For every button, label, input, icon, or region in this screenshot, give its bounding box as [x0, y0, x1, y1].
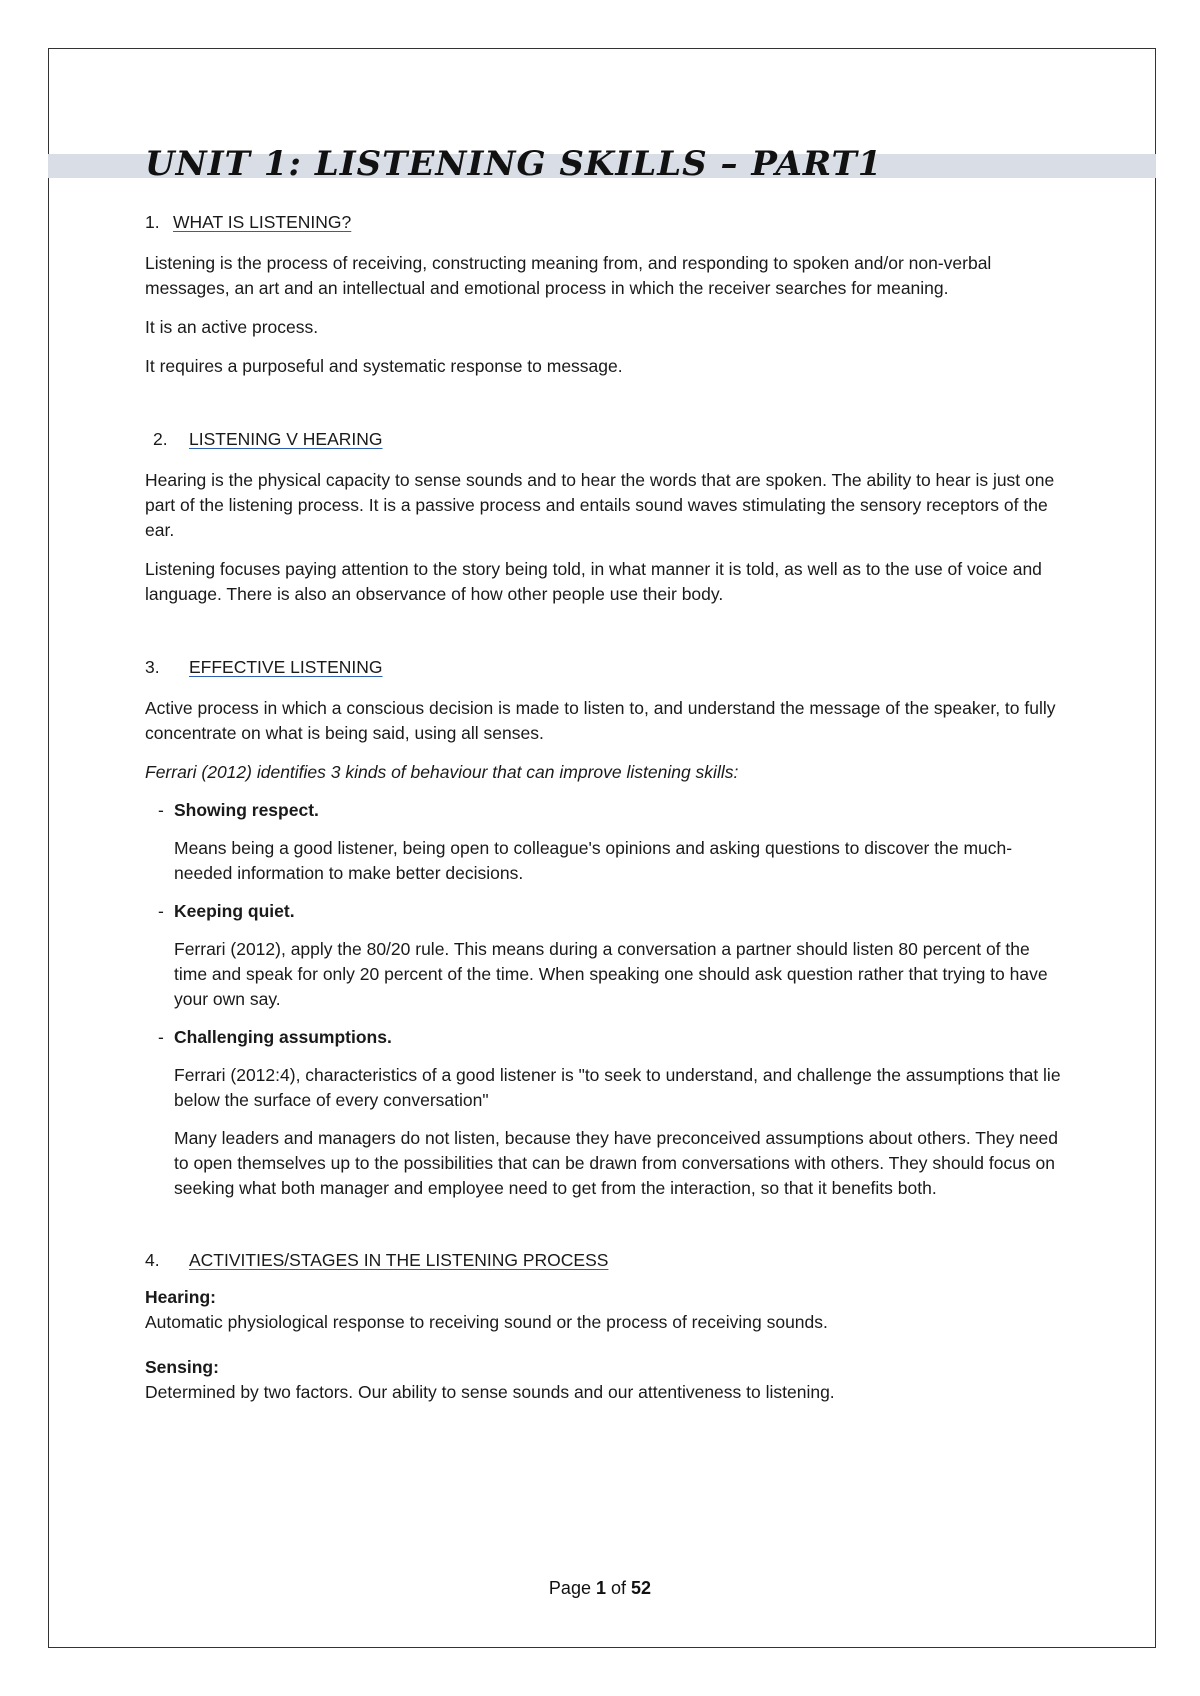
heading-number: 1. [145, 212, 160, 232]
bullet-keeping-quiet [145, 899, 1065, 924]
bullet-dash: - [158, 1027, 164, 1047]
total-pages: 52 [631, 1578, 652, 1598]
heading-listening-v-hearing [145, 427, 1065, 452]
heading-text: LISTENING V HEARING [189, 429, 383, 449]
paragraph: Active process in which a conscious decision is made to listen to, and understand the message of the speaker, to fully concentrate on what is being said, using all senses. [145, 698, 1056, 743]
of-label: of [611, 1578, 627, 1598]
bullet-text: Many leaders and managers do not listen, because they have preconceived assumptions about others. They need to open themselves up to the possibilities that can be drawn from conversations with others. They should focus on seeking what both manager and employee need to get from the interaction, so that it benefits both. [174, 1128, 1058, 1198]
paragraph: Listening focuses paying attention to the story being told, in what manner it is told, as well as to the use of voice and language. There is also an observance of how other people use their body. [145, 559, 1042, 604]
heading-activities-stages [145, 1248, 1065, 1273]
paragraph-intro: Ferrari (2012) identifies 3 kinds of behaviour that can improve listening skills: [145, 762, 739, 782]
term-definition: Automatic physiological response to receiving sound or the process of receiving sounds. [145, 1312, 828, 1332]
term-sensing: Sensing: [145, 1357, 219, 1377]
term-definition: Determined by two factors. Our ability to sense sounds and our attentiveness to listening. [145, 1382, 835, 1402]
heading-number: 3. [145, 657, 160, 677]
bullet-challenging-assumptions [145, 1025, 1065, 1050]
heading-number: 4. [145, 1250, 160, 1270]
page-label: Page [548, 1578, 591, 1598]
term-hearing: Hearing: [145, 1287, 216, 1307]
heading-effective-listening [145, 655, 1065, 680]
paragraph: Listening is the process of receiving, constructing meaning from, and responding to spoken and/or non-verbal messages, an art and an intellectual and emotional process in which the receiver searches for meaning. [145, 253, 992, 298]
bullet-dash: - [158, 800, 164, 820]
bullet-showing-respect [145, 798, 1065, 823]
bullet-title: Challenging assumptions. [174, 1027, 392, 1047]
page-title: UNIT 1: LISTENING SKILLS – PART1 [145, 144, 883, 184]
heading-text: ACTIVITIES/STAGES IN THE LISTENING PROCESS [189, 1250, 609, 1270]
paragraph: It requires a purposeful and systematic response to message. [145, 356, 623, 376]
heading-number: 2. [153, 429, 168, 449]
paragraph: Hearing is the physical capacity to sense sounds and to hear the words that are spoken. The ability to hear is just one part of the listening process. It is a passive process and entails sound waves stimulating the sensory receptors of the ear. [145, 470, 1055, 540]
bullet-dash: - [158, 901, 164, 921]
bullet-title: Showing respect. [174, 800, 319, 820]
heading-text: EFFECTIVE LISTENING [189, 657, 383, 677]
heading-what-is-listening [145, 210, 1065, 235]
paragraph: It is an active process. [145, 317, 319, 337]
heading-text: WHAT IS LISTENING? [173, 212, 352, 232]
page-footer [0, 1578, 1200, 1599]
bullet-text: Ferrari (2012:4), characteristics of a good listener is "to seek to understand, and challenge the assumptions that lie below the surface of every conversation" [174, 1065, 1061, 1110]
document-body [145, 210, 1065, 1405]
page-number: 1 [595, 1578, 606, 1598]
bullet-text: Means being a good listener, being open to colleague's opinions and asking questions to discover the much-needed information to make better decisions. [174, 838, 1013, 883]
bullet-text: Ferrari (2012), apply the 80/20 rule. This means during a conversation a partner should listen 80 percent of the time and speak for only 20 percent of the time. When speaking one should ask question rather that trying to have your own say. [174, 939, 1048, 1009]
bullet-title: Keeping quiet. [174, 901, 295, 921]
